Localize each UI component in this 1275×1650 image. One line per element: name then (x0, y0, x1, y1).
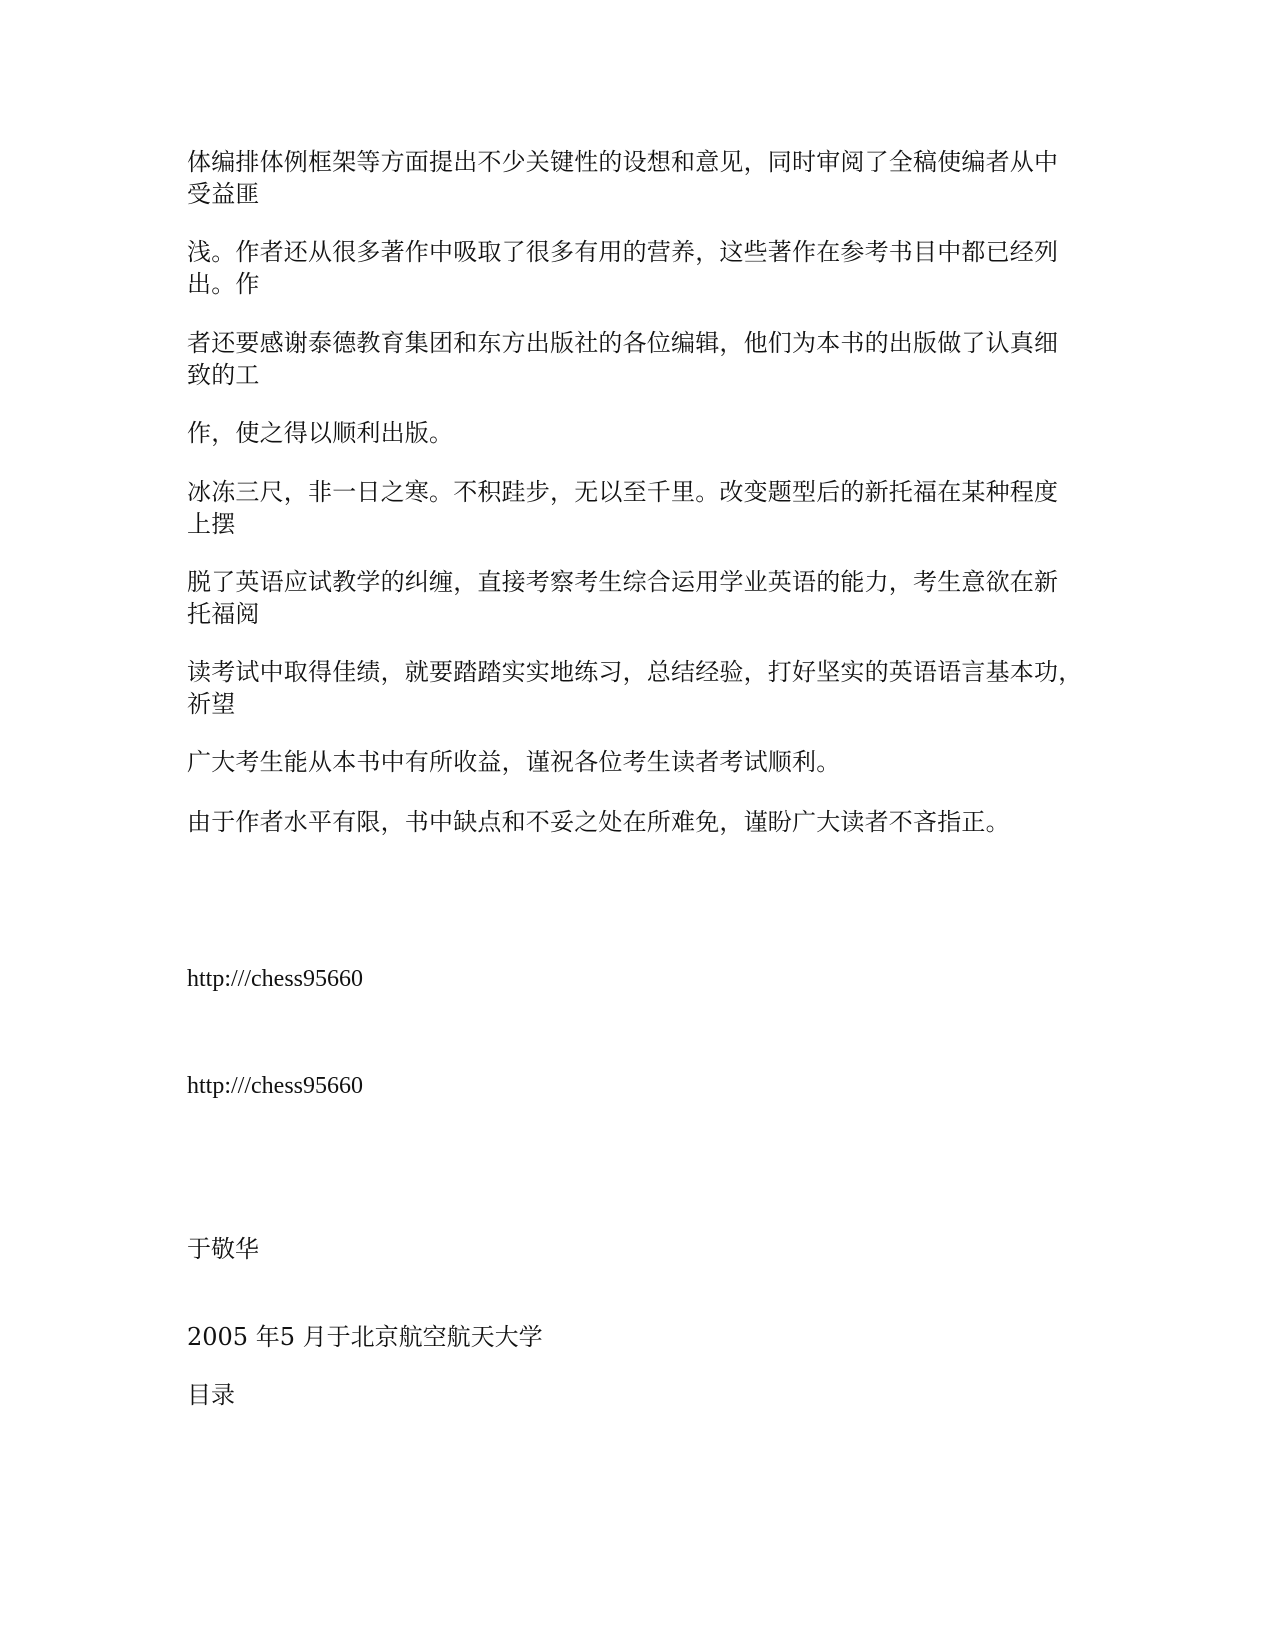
author-name: 于敬华 (187, 1235, 259, 1263)
paragraph-6-line-2: 托福阅 (187, 600, 260, 628)
paragraph-5 (187, 476, 1087, 540)
paragraph-4 (187, 417, 1087, 449)
paragraph-9 (187, 806, 1087, 838)
paragraph-3-line-2: 致的工 (187, 361, 260, 389)
url-line-1: http:///chess95660 (187, 966, 363, 992)
paragraph-7 (187, 656, 1087, 720)
paragraph-1 (187, 146, 1087, 210)
paragraph-7-line-1: 读考试中取得佳绩，就要踏踏实实地练习，总结经验，打好坚实的英语语言基本功， (187, 658, 1083, 686)
paragraph-1-line-1: 体编排体例框架等方面提出不少关键性的设想和意见，同时审阅了全稿使编者从中 (187, 148, 1059, 176)
url-line-2: http:///chess95660 (187, 1073, 363, 1099)
paragraph-3-line-1: 者还要感谢泰德教育集团和东方出版社的各位编辑，他们为本书的出版做了认真细 (187, 329, 1059, 357)
paragraph-1-line-2: 受益匪 (187, 180, 260, 208)
paragraph-4-line-1: 作，使之得以顺利出版。 (187, 419, 454, 447)
paragraph-3 (187, 327, 1087, 391)
paragraph-8 (187, 746, 1087, 778)
paragraph-8-line-1: 广大考生能从本书中有所收益，谨祝各位考生读者考试顺利。 (187, 748, 841, 776)
paragraph-7-line-2: 祈望 (187, 690, 236, 718)
toc-heading: 目录 (187, 1381, 235, 1409)
paragraph-2-line-2: 出。作 (187, 270, 260, 298)
paragraph-6 (187, 566, 1087, 630)
paragraph-9-line-1: 由于作者水平有限，书中缺点和不妥之处在所难免，谨盼广大读者不吝指正。 (187, 808, 1010, 836)
paragraph-5-line-2: 上摆 (187, 510, 236, 538)
paragraph-2-line-1: 浅。作者还从很多著作中吸取了很多有用的营养，这些著作在参考书目中都已经列 (187, 238, 1059, 266)
paragraph-5-line-1: 冰冻三尺，非一日之寒。不积跬步，无以至千里。改变题型后的新托福在某种程度 (187, 478, 1059, 506)
paragraph-6-line-1: 脱了英语应试教学的纠缠，直接考察考生综合运用学业英语的能力，考生意欲在新 (187, 568, 1059, 596)
date-place: 2005 年5 月于北京航空航天大学 (187, 1323, 543, 1351)
paragraph-2 (187, 236, 1087, 300)
